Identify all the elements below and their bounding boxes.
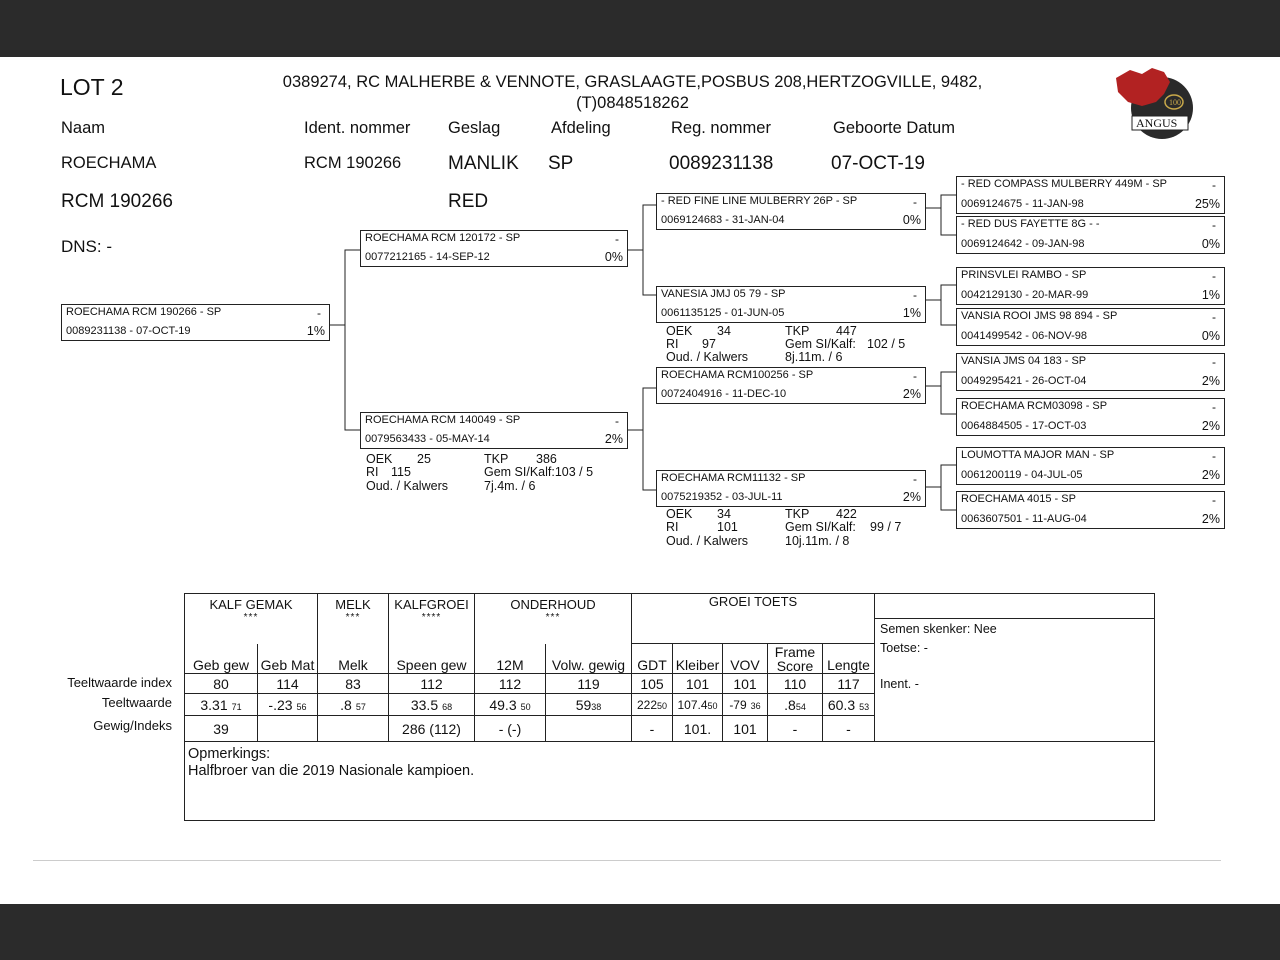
col-melk: Melk <box>318 644 389 674</box>
pedigree-gg4: VANSIA ROOI JMS 98 894 - SP - 0041499542 - 06-NOV-98 0% <box>956 308 1225 346</box>
animal-reg: 0089231138 <box>669 153 774 174</box>
tw-cell: 107.450 <box>673 694 723 716</box>
header-naam: Naam <box>61 119 106 137</box>
lot-number: LOT 2 <box>60 74 124 100</box>
dam-ri: 115 <box>391 465 411 479</box>
group-kalf-gemak: KALF GEMAK *** <box>185 594 318 644</box>
dam-oud-label: Oud. / Kalwers <box>366 479 448 493</box>
dd-tkp: 422 <box>836 507 857 521</box>
animal-afdeling: SP <box>548 153 574 174</box>
remarks-box <box>184 741 1155 821</box>
owner-info: 0389274, RC MALHERBE & VENNOTE, GRASLAAGTE,POSBUS 208,HERTZOGVILLE, 9482,(T)0848518262 <box>282 73 983 112</box>
col-12m: 12M <box>475 644 546 674</box>
header-geboorte: Geboorte Datum <box>833 119 955 137</box>
tw-cell: 33.5 68 <box>389 694 475 716</box>
row-label-gewig: Gewig/Indeks <box>93 718 172 733</box>
svg-text:100: 100 <box>1169 98 1181 107</box>
gewig-cell: 39 <box>185 716 258 742</box>
dd-tkp-label: TKP <box>785 507 810 521</box>
col-geb-gew: Geb gew <box>185 644 258 674</box>
dam-oek-label: OEK <box>366 452 393 466</box>
dam-tkp: 386 <box>536 452 557 466</box>
dd-gem: 99 / 7 <box>870 520 902 534</box>
inent-info: Inent. - <box>880 677 919 691</box>
pedigree-dam-sire: ROECHAMA RCM100256 - SP - 0072404916 - 11-DEC-10 2% <box>656 367 926 404</box>
pedigree-gg5: VANSIA JMS 04 183 - SP - 0049295421 - 26-OCT-04 2% <box>956 353 1225 391</box>
tw-cell: -.23 56 <box>258 694 318 716</box>
evaluation-table <box>184 593 1155 742</box>
index-cell: 83 <box>318 674 389 694</box>
toetse-info: Toetse: - <box>880 641 928 655</box>
group-kalfgroei: KALFGROEI **** <box>389 594 475 644</box>
gewig-cell: - (-) <box>475 716 546 742</box>
sd-oud: 8j.11m. / 6 <box>785 350 843 364</box>
dam-oek: 25 <box>417 452 431 466</box>
sd-gem: 102 / 5 <box>867 337 906 351</box>
gewig-cell: - <box>823 716 875 742</box>
gewig-cell: - <box>768 716 823 742</box>
index-cell: 110 <box>768 674 823 694</box>
gewig-cell <box>546 716 632 742</box>
animal-kleur: RED <box>448 191 489 212</box>
index-cell: 112 <box>389 674 475 694</box>
header-afdeling: Afdeling <box>551 119 611 137</box>
col-frame-score: Frame Score <box>768 644 823 674</box>
dam-oud: 7j.4m. / 6 <box>484 479 536 493</box>
index-cell: 119 <box>546 674 632 694</box>
pedigree-self: ROECHAMA RCM 190266 - SP - 0089231138 - 07-OCT-19 1% <box>61 304 330 341</box>
col-volw-gewig: Volw. gewig <box>546 644 632 674</box>
dam-tkp-label: TKP <box>484 452 509 466</box>
sd-oek: 34 <box>717 324 731 338</box>
col-lengte: Lengte <box>823 644 875 674</box>
index-cell: 101 <box>673 674 723 694</box>
dd-gem-label: Gem SI/Kalf: <box>785 520 856 534</box>
dam-gem: Gem SI/Kalf:103 / 5 <box>484 465 594 479</box>
svg-text:ANGUS: ANGUS <box>1136 116 1178 130</box>
dns: DNS: - <box>61 237 112 256</box>
index-cell: 117 <box>823 674 875 694</box>
gewig-cell <box>258 716 318 742</box>
animal-ident: RCM 190266 <box>304 154 402 172</box>
pedigree-gg6: ROECHAMA RCM03098 - SP - 0064884505 - 17-OCT-03 2% <box>956 398 1225 436</box>
remarks-label: Opmerkings: <box>188 746 271 762</box>
pedigree-gg2: - RED DUS FAYETTE 8G - - - 0069124642 - 09-JAN-98 0% <box>956 216 1225 254</box>
gewig-cell: 286 (112) <box>389 716 475 742</box>
row-label-teeltwaarde: Teeltwaarde <box>101 695 172 710</box>
dam-ri-label: RI <box>366 465 379 479</box>
animal-geslag: MANLIK <box>448 153 519 174</box>
semen-info: Semen skenker: Nee <box>880 622 997 636</box>
dd-oek-label: OEK <box>666 507 693 521</box>
animal-geboorte: 07-OCT-19 <box>831 153 925 174</box>
tw-cell: 5938 <box>546 694 632 716</box>
sd-ri: 97 <box>702 337 716 351</box>
dd-oek: 34 <box>717 507 731 521</box>
gewig-cell: 101 <box>723 716 768 742</box>
col-geb-mat: Geb Mat <box>258 644 318 674</box>
index-cell: 101 <box>723 674 768 694</box>
header-geslag: Geslag <box>448 119 501 137</box>
divider <box>33 860 1221 861</box>
header-reg: Reg. nommer <box>671 119 771 137</box>
pedigree-sire-dam: VANESIA JMJ 05 79 - SP - 0061135125 - 01-JUN-05 1% <box>656 286 926 323</box>
group-onderhoud: ONDERHOUD *** <box>475 594 632 644</box>
index-cell: 114 <box>258 674 318 694</box>
pedigree-gg7: LOUMOTTA MAJOR MAN - SP - 0061200119 - 04-JUL-05 2% <box>956 447 1225 485</box>
tw-cell: .854 <box>768 694 823 716</box>
tw-cell: .8 57 <box>318 694 389 716</box>
tw-cell: -79 36 <box>723 694 768 716</box>
gewig-cell: 101. <box>673 716 723 742</box>
gewig-cell: - <box>632 716 673 742</box>
sd-gem-label: Gem SI/Kalf: <box>785 337 856 351</box>
animal-ident-big: RCM 190266 <box>61 191 173 212</box>
group-groei-toets: GROEI TOETS <box>632 594 875 644</box>
tw-cell: 49.3 50 <box>475 694 546 716</box>
col-vov: VOV <box>723 644 768 674</box>
dd-oud-label: Oud. / Kalwers <box>666 534 748 548</box>
col-speen-gew: Speen gew <box>389 644 475 674</box>
side-info <box>875 594 1155 742</box>
dd-ri: 101 <box>717 520 738 534</box>
col-gdt: GDT <box>632 644 673 674</box>
sd-oek-label: OEK <box>666 324 693 338</box>
col-kleiber: Kleiber <box>673 644 723 674</box>
pedigree-gg8: ROECHAMA 4015 - SP - 0063607501 - 11-AUG-04 2% <box>956 491 1225 529</box>
group-melk: MELK *** <box>318 594 389 644</box>
sd-tkp: 447 <box>836 324 857 338</box>
tw-cell: 60.3 53 <box>823 694 875 716</box>
pedigree-sire-sire: - RED FINE LINE MULBERRY 26P - SP - 0069124683 - 31-JAN-04 0% <box>656 193 926 230</box>
gewig-cell <box>318 716 389 742</box>
index-cell: 105 <box>632 674 673 694</box>
pedigree-gg1: - RED COMPASS MULBERRY 449M - SP - 0069124675 - 11-JAN-98 25% <box>956 176 1225 214</box>
pedigree-dam-dam: ROECHAMA RCM11132 - SP - 0075219352 - 03-JUL-11 2% <box>656 470 926 507</box>
dd-ri-label: RI <box>666 520 679 534</box>
header-ident: Ident. nommer <box>304 119 411 137</box>
animal-naam: ROECHAMA <box>61 154 157 172</box>
row-label-index: Teeltwaarde index <box>67 675 172 690</box>
tw-cell: 22250 <box>632 694 673 716</box>
pedigree-gg3: PRINSVLEI RAMBO - SP - 0042129130 - 20-MAR-99 1% <box>956 267 1225 305</box>
index-cell: 80 <box>185 674 258 694</box>
remarks-text: Halfbroer van die 2019 Nasionale kampioen. <box>188 763 475 779</box>
pedigree-sire: ROECHAMA RCM 120172 - SP - 0077212165 - 14-SEP-12 0% <box>360 230 628 267</box>
dd-oud: 10j.11m. / 8 <box>785 534 850 548</box>
tw-cell: 3.31 71 <box>185 694 258 716</box>
sd-ri-label: RI <box>666 337 679 351</box>
sd-oud-label: Oud. / Kalwers <box>666 350 748 364</box>
pedigree-dam: ROECHAMA RCM 140049 - SP - 0079563433 - 05-MAY-14 2% <box>360 412 628 449</box>
index-cell: 112 <box>475 674 546 694</box>
sd-tkp-label: TKP <box>785 324 810 338</box>
